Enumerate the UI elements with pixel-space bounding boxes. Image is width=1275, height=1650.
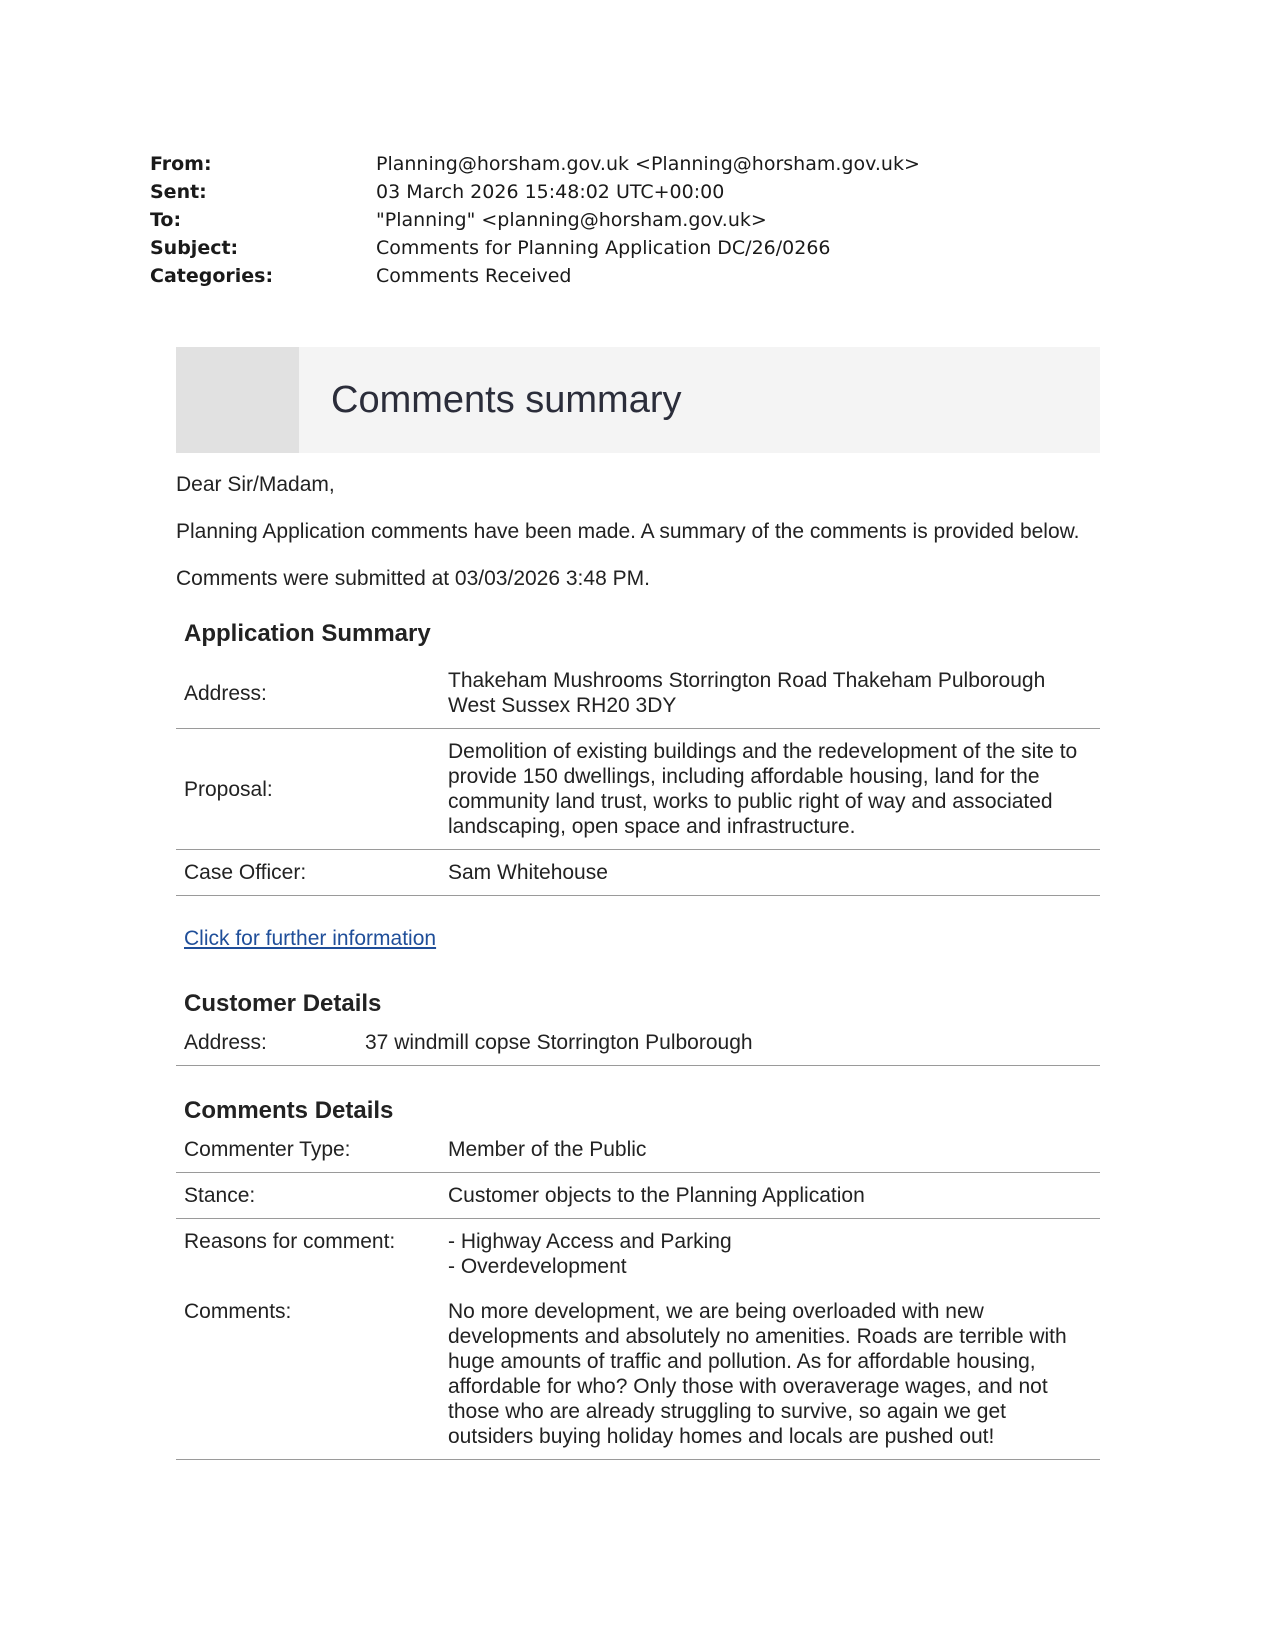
reason-item: - Overdevelopment	[448, 1255, 627, 1278]
categories-label: Categories:	[150, 265, 274, 287]
comments-value: No more development, we are being overloaded with new developments and absolutely no amenities. Roads are terrible with huge amounts of traffic and pollution. As for affordable housing, affordable for who? Only those with overaverage wages, and not those who are already struggling to survive, so again we get outsiders buying holiday homes and locals are pushed out!	[440, 1289, 1100, 1460]
categories-row	[150, 262, 1150, 290]
table-row	[176, 1028, 1100, 1066]
banner-title: Comments summary	[331, 379, 682, 421]
comments-label: Comments:	[176, 1289, 440, 1460]
email-body	[176, 472, 1100, 1460]
address-value: Thakeham Mushrooms Storrington Road Thakeham Pulborough West Sussex RH20 3DY	[440, 658, 1100, 729]
customer-details-heading: Customer Details	[184, 990, 382, 1017]
sent-row	[150, 178, 1150, 206]
from-row	[150, 150, 1150, 178]
comments-details-heading: Comments Details	[184, 1097, 394, 1124]
comments-summary-banner	[176, 347, 1100, 453]
submitted-text: Comments were submitted at 03/03/2026 3:48 PM.	[176, 567, 650, 590]
address-label: Address:	[176, 658, 440, 729]
table-row	[176, 658, 1100, 729]
reasons-value	[440, 1219, 1100, 1290]
commenter-type-label: Commenter Type:	[176, 1135, 440, 1173]
table-row	[176, 1173, 1100, 1219]
comments-details-table	[176, 1135, 1100, 1460]
reason-item: - Highway Access and Parking	[448, 1230, 732, 1253]
to-label: To:	[150, 209, 182, 231]
intro-text: Planning Application comments have been made. A summary of the comments is provided below.	[176, 520, 1080, 543]
customer-address-value: 37 windmill copse Storrington Pulborough	[357, 1028, 1100, 1066]
greeting: Dear Sir/Madam,	[176, 473, 335, 496]
stance-value: Customer objects to the Planning Application	[440, 1173, 1100, 1219]
subject-label: Subject:	[150, 237, 239, 259]
commenter-type-value: Member of the Public	[440, 1135, 1100, 1173]
table-row	[176, 1135, 1100, 1173]
subject-row	[150, 234, 1150, 262]
proposal-label: Proposal:	[176, 729, 440, 850]
customer-details-table	[176, 1028, 1100, 1066]
case-officer-value: Sam Whitehouse	[440, 850, 1100, 896]
table-row	[176, 1219, 1100, 1290]
application-summary-heading: Application Summary	[184, 620, 431, 647]
sent-label: Sent:	[150, 181, 207, 203]
table-row	[176, 1289, 1100, 1460]
to-row	[150, 206, 1150, 234]
sent-value: 03 March 2026 15:48:02 UTC+00:00	[376, 181, 725, 203]
stance-label: Stance:	[176, 1173, 440, 1219]
application-summary-table	[176, 658, 1100, 896]
banner-side-block	[176, 347, 299, 453]
further-information-link[interactable]: Click for further information	[184, 927, 437, 950]
proposal-value: Demolition of existing buildings and the redevelopment of the site to provide 150 dwellings, including affordable housing, land for the community land trust, works to public right of way and associated landscaping, open space and infrastructure.	[440, 729, 1100, 850]
to-value: "Planning" <planning@horsham.gov.uk>	[376, 209, 767, 231]
categories-value: Comments Received	[376, 265, 572, 287]
email-header	[150, 150, 1150, 290]
reasons-label: Reasons for comment:	[184, 1230, 396, 1253]
subject-value: Comments for Planning Application DC/26/0266	[376, 237, 831, 259]
table-row	[176, 729, 1100, 850]
from-value: Planning@horsham.gov.uk <Planning@horsham.gov.uk>	[376, 153, 920, 175]
customer-address-label: Address:	[176, 1028, 357, 1066]
from-label: From:	[150, 153, 212, 175]
case-officer-label: Case Officer:	[176, 850, 440, 896]
table-row	[176, 850, 1100, 896]
